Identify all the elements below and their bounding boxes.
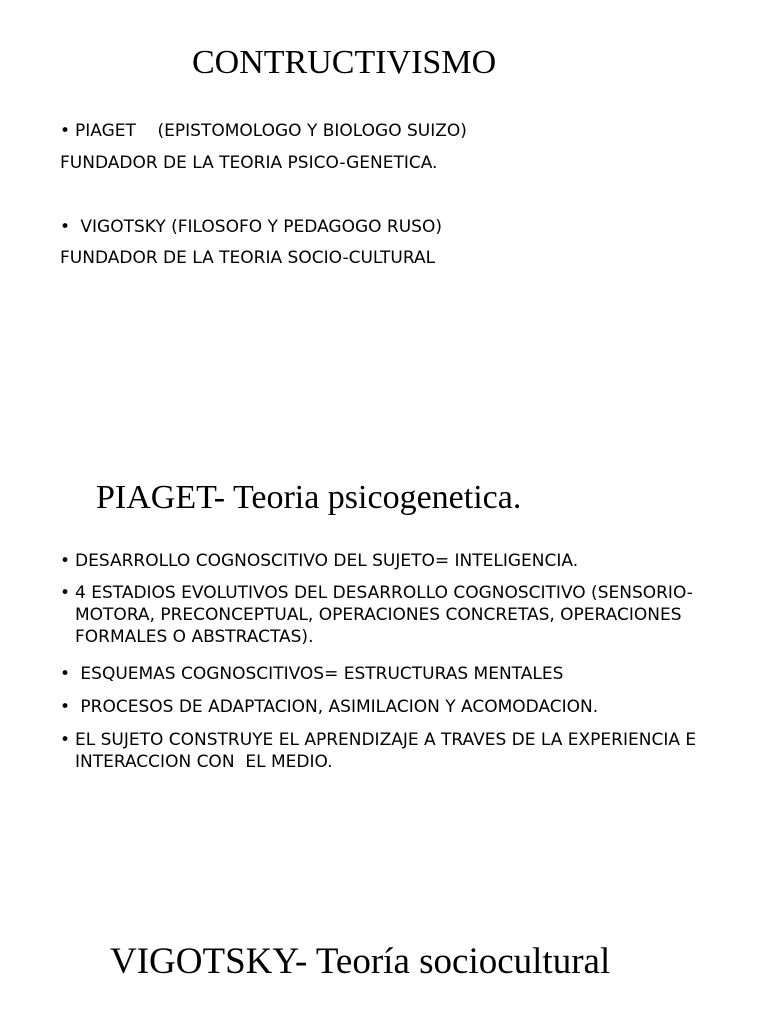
text-line-sociocultural: FUNDADOR DE LA TEORIA SOCIO-CULTURAL: [60, 248, 436, 268]
bullet-item: [60, 696, 750, 718]
bullet-text: PIAGET (EPISTOMOLOGO Y BIOLOGO SUIZO): [75, 121, 467, 141]
bullet-icon: •: [60, 697, 71, 717]
bullet-icon: •: [60, 121, 71, 141]
bullet-item: [60, 729, 750, 773]
bullet-text: 4 ESTADIOS EVOLUTIVOS DEL DESARROLLO COGNOSCITIVO (SENSORIO-MOTORA, PRECONCEPTUAL, OPERACIONES CONCRETAS, OPERACIONES FORMALES O ABSTRACTAS).: [75, 583, 693, 647]
bullet-item-piaget: [60, 120, 760, 142]
bullet-text: ESQUEMAS COGNOSCITIVOS= ESTRUCTURAS MENTALES: [75, 664, 564, 684]
bullet-item: [60, 550, 750, 572]
slide-title: VIGOTSKY- Teoría sociocultural: [110, 941, 611, 982]
bullet-text: VIGOTSKY (FILOSOFO Y PEDAGOGO RUSO): [75, 217, 442, 237]
bullet-icon: •: [60, 730, 71, 750]
bullet-item-vigotsky: [60, 216, 760, 238]
bullet-text: EL SUJETO CONSTRUYE EL APRENDIZAJE A TRAVES DE LA EXPERIENCIA E INTERACCION CON EL MEDIO.: [75, 730, 702, 772]
text-line-psicogenetica: FUNDADOR DE LA TEORIA PSICO-GENETICA.: [60, 153, 438, 173]
bullet-text: PROCESOS DE ADAPTACION, ASIMILACION Y ACOMODACION.: [75, 697, 599, 717]
bullet-item: [60, 582, 750, 648]
slide-title: PIAGET- Teoria psicogenetica.: [96, 479, 522, 516]
bullet-text: DESARROLLO COGNOSCITIVO DEL SUJETO= INTELIGENCIA.: [75, 551, 579, 571]
slide-title: CONTRUCTIVISMO: [192, 44, 497, 81]
bullet-item: [60, 663, 750, 685]
bullet-icon: •: [60, 664, 71, 684]
bullet-icon: •: [60, 551, 71, 571]
bullet-icon: •: [60, 583, 71, 603]
bullet-icon: •: [60, 217, 71, 237]
